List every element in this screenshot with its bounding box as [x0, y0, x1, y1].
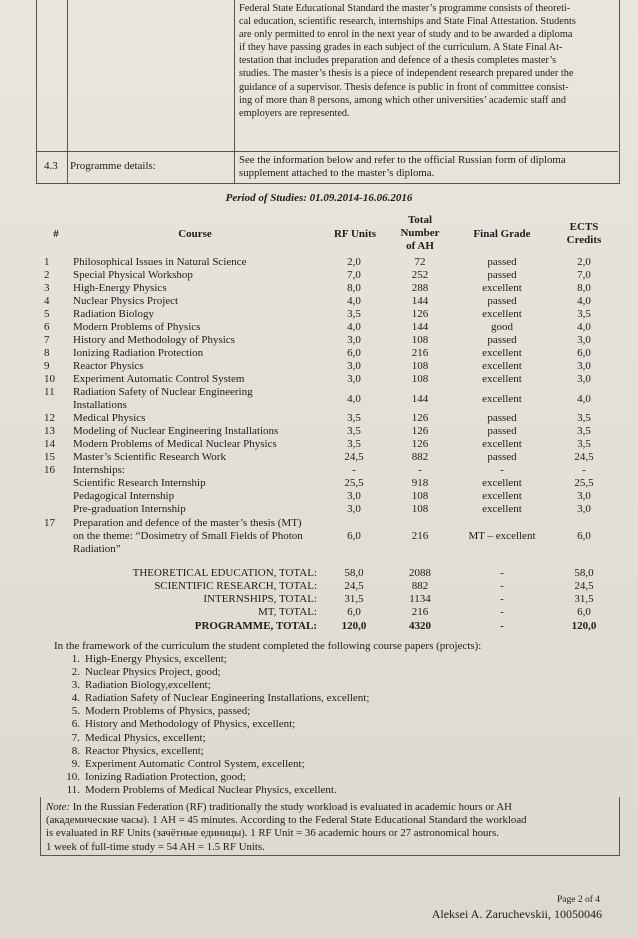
cell-ects: 4,0: [577, 393, 591, 405]
cell-ects: 4,0: [577, 295, 591, 307]
cell-course-cont: on the theme: “Dosimetry of Small Fields of Photon: [73, 530, 303, 542]
cell-rf: 24,5: [344, 451, 364, 463]
note-text: In the Russian Federation (RF) traditionally the study workload is evaluated in academic hours or AH: [72, 801, 512, 813]
total-ah: 4320: [409, 620, 431, 632]
note-line: 1 week of full-time study = 54 AH = 1.5 RF Units.: [46, 840, 265, 853]
list-item-text: Reactor Physics, excellent;: [85, 744, 204, 757]
total-ects: 24,5: [574, 580, 594, 592]
list-item-number: 10.: [66, 770, 80, 783]
cell-ects: 4,0: [577, 321, 591, 333]
cell-course: Philosophical Issues in Natural Science: [73, 256, 247, 268]
cell-course: Nuclear Physics Project: [73, 295, 179, 307]
total-ah: 1134: [409, 593, 431, 605]
cell-ah: 108: [411, 490, 429, 502]
list-item: [58, 653, 369, 666]
description-line: ing of more than 8 persons, among which other universities’ academic staff and: [239, 94, 567, 106]
cell-grade: MT – excellent: [468, 530, 536, 542]
cell-num: 16: [44, 464, 55, 476]
list-item-number: 8.: [71, 744, 80, 757]
list-item: [58, 692, 369, 705]
table-divider: [234, 0, 235, 183]
description-line: are only permitted to enrol in the next year of study and to be awarded a diploma: [239, 29, 573, 41]
cell-grade: excellent: [482, 282, 522, 294]
list-item-number: 6.: [71, 718, 80, 731]
cell-course: Radiation Biology: [73, 308, 154, 320]
note-line: is evaluated in RF Units (зачётные единицы). 1 RF Unit = 36 academic hours or 27 astronomical hours.: [46, 827, 499, 840]
total-rf: 120,0: [341, 620, 367, 632]
cell-course: Preparation and defence of the master’s thesis (MT): [73, 517, 302, 529]
cell-grade: passed: [487, 412, 517, 424]
cell-grade: passed: [487, 451, 517, 463]
cell-num: 4: [44, 295, 50, 307]
cell-grade: excellent: [482, 308, 522, 320]
note-line: [46, 801, 616, 814]
cell-course: Internships:: [73, 464, 125, 476]
cell-ects: 3,0: [577, 334, 591, 346]
total-label: THEORETICAL EDUCATION, TOTAL:: [132, 567, 317, 579]
cell-num: 12: [44, 412, 55, 424]
list-item-text: Radiation Biology,excellent;: [85, 679, 211, 692]
total-grade: -: [500, 593, 504, 605]
cell-grade: passed: [487, 256, 517, 268]
cell-num: 15: [44, 451, 55, 463]
list-item-number: 5.: [71, 705, 80, 718]
cell-course-cont: Installations: [73, 399, 127, 411]
cell-ah: 288: [411, 282, 429, 294]
cell-ah: 918: [411, 477, 429, 489]
total-grade: -: [500, 567, 504, 579]
cell-course: Experiment Automatic Control System: [73, 373, 245, 385]
cell-rf: 3,0: [347, 490, 361, 502]
section-text: [239, 154, 615, 180]
description-line: testation that includes preparation and defence of a thesis completes master’s: [239, 55, 557, 67]
total-rf: 6,0: [347, 606, 361, 618]
section-number: 4.3: [44, 160, 58, 172]
header-ects-line: Credits: [566, 234, 602, 246]
cell-course: Master’s Scientific Research Work: [73, 451, 226, 463]
total-ects: 31,5: [574, 593, 594, 605]
list-item: [58, 758, 369, 771]
total-label: SCIENTIFIC RESEARCH, TOTAL:: [154, 580, 317, 592]
cell-grade: excellent: [482, 477, 522, 489]
cell-num: 10: [44, 373, 55, 385]
cell-ah: 108: [411, 503, 429, 515]
list-item-number: 9.: [71, 757, 80, 770]
cell-rf: 4,0: [347, 295, 361, 307]
cell-rf: 3,5: [347, 438, 361, 450]
note-line: (академические часы). 1 AH = 45 minutes. According to the Federal State Educational Standard the workload: [46, 814, 527, 827]
cell-course: Medical Physics: [73, 412, 146, 424]
cell-ah: 144: [411, 321, 429, 333]
total-label: PROGRAMME, TOTAL:: [194, 620, 317, 632]
cell-course: Radiation Safety of Nuclear Engineering: [73, 386, 253, 398]
cell-ects: 3,0: [577, 373, 591, 385]
total-grade: -: [500, 620, 504, 632]
total-grade: -: [500, 580, 504, 592]
table-divider: [36, 151, 618, 152]
total-rf: 58,0: [344, 567, 364, 579]
cell-rf: 3,0: [347, 373, 361, 385]
description-line: guidance of a supervisor. Thesis defence is public in front of committee consist-: [239, 81, 569, 93]
list-item-text: Ionizing Radiation Protection, good;: [85, 770, 246, 783]
cell-num: 11: [44, 386, 55, 398]
cell-rf: 3,0: [347, 503, 361, 515]
cell-grade: excellent: [482, 438, 522, 450]
cell-grade: -: [500, 464, 504, 476]
cell-course: Pre-graduation Internship: [73, 503, 186, 515]
cell-num: 5: [44, 308, 50, 320]
cell-ects: 3,5: [577, 438, 591, 450]
cell-grade: passed: [487, 425, 517, 437]
cell-num: 3: [44, 282, 50, 294]
cell-course: Modern Problems of Medical Nuclear Physics: [73, 438, 277, 450]
period-of-studies: Period of Studies: 01.09.2014-16.06.2016: [225, 192, 413, 204]
cell-num: 8: [44, 347, 50, 359]
cell-course: History and Methodology of Physics: [73, 334, 235, 346]
cell-rf: 3,0: [347, 334, 361, 346]
list-item-number: 4.: [71, 692, 80, 705]
header-ects: [552, 221, 616, 247]
description-line: cal education, scientific research, internships and State Final Attestation. Students: [239, 16, 576, 28]
header-total-ah-line: of AH: [406, 240, 434, 252]
total-grade: -: [500, 606, 504, 618]
cell-ects: 6,0: [577, 347, 591, 359]
cell-ects: 7,0: [577, 269, 591, 281]
student-name-id: Aleksei A. Zaruchevskii, 10050046: [431, 907, 602, 921]
list-item-text: Medical Physics, excellent;: [85, 731, 206, 744]
list-item: [58, 745, 369, 758]
cell-num: 13: [44, 425, 55, 437]
cell-grade: passed: [487, 334, 517, 346]
header-total-ah-line: Number: [400, 227, 440, 239]
cell-course: Scientific Research Internship: [73, 477, 206, 489]
cell-ects: 8,0: [577, 282, 591, 294]
list-item: [58, 732, 369, 745]
cell-course: Special Physical Workshop: [73, 269, 193, 281]
list-item-text: Modern Problems of Physics, passed;: [85, 705, 251, 718]
list-item: [58, 679, 369, 692]
note-label: Note:: [46, 801, 70, 813]
cell-num: 2: [44, 269, 50, 281]
cell-num: 14: [44, 438, 55, 450]
list-item: [58, 705, 369, 718]
list-item: [58, 784, 369, 797]
framework-intro: In the framework of the curriculum the student completed the following course papers (projects):: [54, 640, 482, 652]
header-total-ah-line: Total: [407, 214, 433, 226]
cell-ah: 126: [411, 308, 429, 320]
cell-ects: 3,0: [577, 490, 591, 502]
list-item: [58, 718, 369, 731]
cell-course: Modern Problems of Physics: [73, 321, 201, 333]
cell-rf: 4,0: [347, 393, 361, 405]
total-rf: 24,5: [344, 580, 364, 592]
header-course: Course: [178, 228, 212, 240]
list-item-text: History and Methodology of Physics, excellent;: [85, 718, 296, 731]
total-ah: 2088: [409, 567, 431, 579]
header-total-ah: [390, 214, 450, 253]
cell-ects: -: [582, 464, 586, 476]
page-number: Page 2 of 4: [556, 895, 600, 905]
header-ects-line: ECTS: [569, 221, 599, 233]
cell-ah: 126: [411, 412, 429, 424]
cell-ah: 216: [411, 347, 429, 359]
cell-ects: 3,5: [577, 308, 591, 320]
list-item: [58, 666, 369, 679]
section-text-line: See the information below and refer to the official Russian form of diploma: [239, 154, 566, 166]
list-item-text: High-Energy Physics, excellent;: [85, 653, 227, 665]
course-papers-list: [58, 653, 369, 797]
cell-rf: 25,5: [344, 477, 364, 489]
cell-ects: 3,5: [577, 412, 591, 424]
list-item-text: Experiment Automatic Control System, excellent;: [85, 757, 305, 770]
cell-course-cont: Radiation”: [73, 543, 121, 555]
cell-grade: excellent: [482, 347, 522, 359]
table-divider: [67, 0, 68, 183]
header-num: #: [53, 228, 59, 240]
cell-grade: passed: [487, 295, 517, 307]
note: [46, 801, 616, 854]
list-item-number: 7.: [71, 731, 80, 744]
cell-ects: 6,0: [577, 530, 591, 542]
cell-course: Pedagogical Internship: [73, 490, 175, 502]
cell-course: High-Energy Physics: [73, 282, 167, 294]
total-label: INTERNSHIPS, TOTAL:: [203, 593, 317, 605]
list-item-number: 1.: [71, 653, 80, 665]
description-line: Federal State Educational Standard the master’s programme consists of theoreti-: [239, 3, 571, 14]
cell-ah: 126: [411, 425, 429, 437]
list-item-number: 3.: [71, 679, 80, 692]
cell-grade: excellent: [482, 360, 522, 372]
programme-description: [239, 2, 615, 120]
cell-grade: excellent: [482, 393, 522, 405]
cell-rf: -: [352, 464, 356, 476]
cell-ah: 72: [414, 256, 426, 268]
cell-num: 1: [44, 256, 50, 268]
cell-ah: 108: [411, 334, 429, 346]
cell-ah: 252: [411, 269, 429, 281]
cell-rf: 7,0: [347, 269, 361, 281]
list-item-number: 2.: [71, 666, 80, 679]
list-item-text: Modern Problems of Medical Nuclear Physics, excellent.: [85, 783, 337, 796]
total-label: MT, TOTAL:: [257, 606, 317, 618]
cell-ah: -: [418, 464, 422, 476]
total-ah: 882: [411, 580, 429, 592]
cell-ah: 144: [411, 295, 429, 307]
cell-course: Reactor Physics: [73, 360, 144, 372]
cell-ects: 2,0: [577, 256, 591, 268]
cell-num: 6: [44, 321, 50, 333]
header-rf-units: RF Units: [333, 228, 377, 240]
cell-grade: excellent: [482, 373, 522, 385]
total-ah: 216: [411, 606, 429, 618]
cell-ah: 108: [411, 373, 429, 385]
cell-num: 9: [44, 360, 50, 372]
cell-rf: 3,5: [347, 308, 361, 320]
cell-rf: 3,5: [347, 425, 361, 437]
list-item: [58, 771, 369, 784]
cell-ah: 216: [411, 530, 429, 542]
cell-course: Ionizing Radiation Protection: [73, 347, 204, 359]
cell-ects: 24,5: [574, 451, 594, 463]
total-ects: 120,0: [571, 620, 597, 632]
cell-ah: 108: [411, 360, 429, 372]
list-item-text: Nuclear Physics Project, good;: [85, 666, 221, 679]
cell-grade: excellent: [482, 503, 522, 515]
cell-rf: 8,0: [347, 282, 361, 294]
cell-grade: excellent: [482, 490, 522, 502]
cell-grade: passed: [487, 269, 517, 281]
section-text-line: supplement attached to the master’s diploma.: [239, 167, 435, 179]
list-item-text: Radiation Safety of Nuclear Engineering Installations, excellent;: [85, 692, 370, 705]
cell-rf: 3,5: [347, 412, 361, 424]
cell-ah: 144: [411, 393, 429, 405]
description-line: studies. The master’s thesis is a piece of independent research prepared under the: [239, 68, 574, 80]
cell-ects: 3,5: [577, 425, 591, 437]
cell-rf: 2,0: [347, 256, 361, 268]
total-rf: 31,5: [344, 593, 364, 605]
cell-rf: 6,0: [347, 347, 361, 359]
description-line: employers are represented.: [239, 107, 350, 119]
cell-ects: 3,0: [577, 360, 591, 372]
cell-ah: 882: [411, 451, 429, 463]
cell-ah: 126: [411, 438, 429, 450]
cell-rf: 4,0: [347, 321, 361, 333]
header-final-grade: Final Grade: [473, 228, 531, 240]
cell-num: 17: [44, 517, 55, 529]
total-ects: 6,0: [577, 606, 591, 618]
description-line: if they have passing grades in each subject of the curriculum. A State Final At-: [239, 42, 563, 54]
cell-num: 7: [44, 334, 50, 346]
list-item-number: 11.: [66, 783, 80, 796]
section-label: Programme details:: [70, 160, 156, 172]
cell-ects: 3,0: [577, 503, 591, 515]
cell-grade: good: [491, 321, 513, 333]
cell-rf: 6,0: [347, 530, 361, 542]
total-ects: 58,0: [574, 567, 594, 579]
cell-rf: 3,0: [347, 360, 361, 372]
cell-course: Modeling of Nuclear Engineering Installations: [73, 425, 279, 437]
cell-ects: 25,5: [574, 477, 594, 489]
